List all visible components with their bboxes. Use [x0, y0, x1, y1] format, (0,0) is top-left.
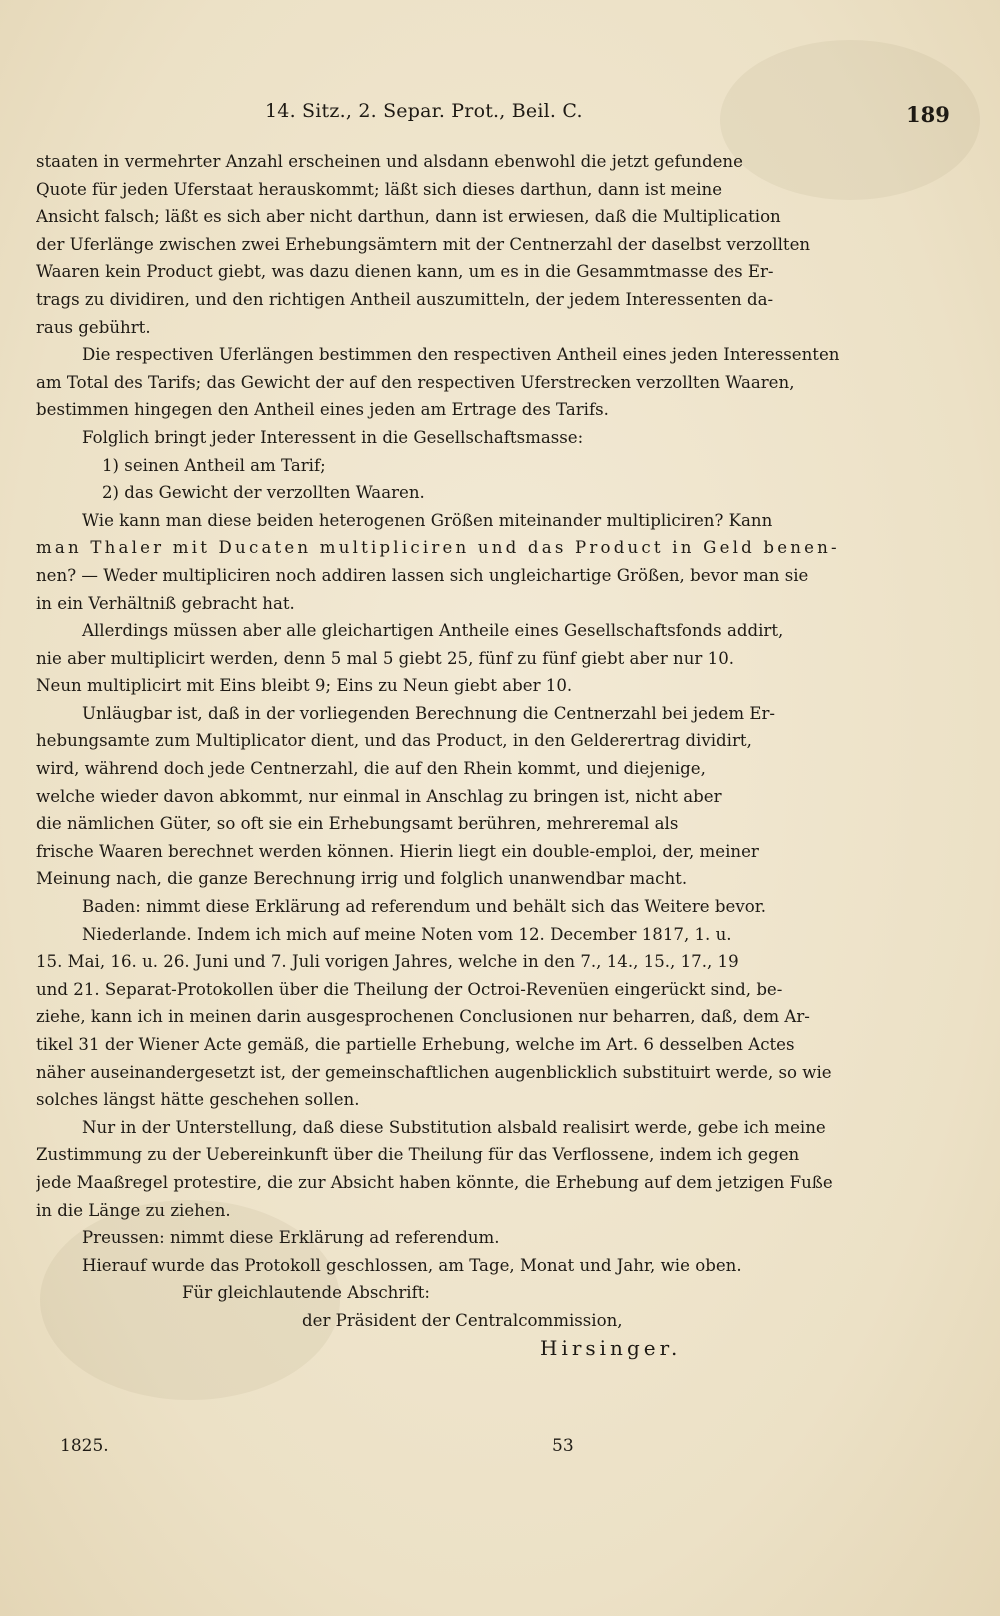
text-line: bestimmen hingegen den Antheil eines jeden am Ertrage des Tarifs.	[36, 400, 609, 420]
text-line: nie aber multiplicirt werden, denn 5 mal 5 giebt 25, fünf zu fünf giebt aber nur 10.	[36, 648, 735, 668]
page-header	[0, 100, 1000, 140]
running-title: 14. Sitz., 2. Separ. Prot., Beil. C.	[265, 100, 583, 122]
paragraph-start: Allerdings müssen aber alle gleichartigen Antheile eines Gesellschaftsfonds addirt,	[82, 621, 784, 641]
text-line: welche wieder davon abkommt, nur einmal in Anschlag zu bringen ist, nicht aber	[36, 786, 722, 806]
text-line: 15. Mai, 16. u. 26. Juni und 7. Juli vorigen Jahres, welche in den 7., 14., 15., 17., 19	[36, 952, 739, 972]
text-line: Quote für jeden Uferstaat herauskommt; läßt sich dieses darthun, dann ist meine	[36, 179, 723, 199]
list-item: 2) das Gewicht der verzollten Waaren.	[102, 483, 425, 503]
text-line: Neun multiplicirt mit Eins bleibt 9; Eins zu Neun giebt aber 10.	[36, 676, 573, 696]
closing-line: Hierauf wurde das Protokoll geschlossen, am Tage, Monat und Jahr, wie oben.	[82, 1255, 742, 1275]
text-line: ziehe, kann ich in meinen darin ausgesprochenen Conclusionen nur beharren, daß, dem Ar-	[36, 1007, 810, 1027]
text-line: tikel 31 der Wiener Acte gemäß, die partielle Erhebung, welche im Art. 6 desselben Actes	[36, 1035, 795, 1054]
text-line: frische Waaren berechnet werden können. Hierin liegt ein double-emploi, der, meiner	[36, 841, 759, 861]
signatory-title: der Präsident der Centralcommission,	[302, 1310, 623, 1330]
text-line: trags zu dividiren, und den richtigen Antheil auszumitteln, der jedem Interessenten da-	[36, 289, 774, 309]
paragraph-start: Die respectiven Uferlängen bestimmen den respectiven Antheil eines jeden Interessenten	[82, 345, 840, 365]
copy-attestation: Für gleichlautende Abschrift:	[182, 1283, 430, 1303]
page-footer	[0, 1436, 1000, 1466]
text-line: raus gebührt.	[36, 317, 151, 337]
paragraph-start: Wie kann man diese beiden heterogenen Größen miteinander multipliciren? Kann	[82, 510, 773, 530]
statement-niederlande: Niederlande. Indem ich mich auf meine Noten vom 12. December 1817, 1. u.	[82, 924, 732, 944]
signature-name: Hirsinger.	[540, 1335, 682, 1360]
paragraph-start: Unläugbar ist, daß in der vorliegenden Berechnung die Centnerzahl bei jedem Er-	[82, 703, 776, 723]
text-line: man Thaler mit Ducaten multipliciren und das Product in Geld benen-	[36, 538, 840, 558]
paragraph-start: Folglich bringt jeder Interessent in die Gesellschaftsmasse:	[82, 427, 584, 447]
text-line: Zustimmung zu der Uebereinkunft über die Theilung für das Verflossene, indem ich gegen	[36, 1145, 800, 1165]
text-line: und 21. Separat-Protokollen über die Theilung der Octroi-Revenüen eingerückt sind, be-	[36, 979, 783, 999]
page-body	[36, 148, 846, 1362]
text-line: nen? — Weder multipliciren noch addiren lassen sich ungleichartige Größen, bevor man sie	[36, 565, 809, 585]
statement-baden: Baden: nimmt diese Erklärung ad referendum und behält sich das Weitere bevor.	[82, 897, 767, 917]
footer-year: 1825.	[60, 1436, 109, 1456]
text-line: Meinung nach, die ganze Berechnung irrig und folglich unanwendbar macht.	[36, 869, 688, 889]
text-line: in die Länge zu ziehen.	[36, 1200, 231, 1220]
list-item: 1) seinen Antheil am Tarif;	[102, 455, 326, 475]
text-line: hebungsamte zum Multiplicator dient, und das Product, in den Gelderertrag dividirt,	[36, 731, 752, 751]
text-line: Ansicht falsch; läßt es sich aber nicht darthun, dann ist erwiesen, daß die Multiplication	[36, 207, 781, 227]
text-line: am Total des Tarifs; das Gewicht der auf den respectiven Uferstrecken verzollten Waaren,	[36, 372, 795, 392]
text-line: der Uferlänge zwischen zwei Erhebungsämtern mit der Centnerzahl der daselbst verzollten	[36, 234, 811, 254]
text-line: die nämlichen Güter, so oft sie ein Erhebungsamt berühren, mehreremal als	[36, 814, 679, 834]
text-line: wird, während doch jede Centnerzahl, die auf den Rhein kommt, und diejenige,	[36, 759, 706, 779]
statement-preussen: Preussen: nimmt diese Erklärung ad referendum.	[82, 1228, 500, 1248]
page-number: 189	[906, 102, 950, 127]
text-line: näher auseinandergesetzt ist, der gemeinschaftlichen augenblicklich substituirt werde, so wie	[36, 1062, 832, 1082]
text-line: staaten in vermehrter Anzahl erscheinen und alsdann ebenwohl die jetzt gefundene	[36, 152, 743, 171]
sheet-signature: 53	[552, 1436, 574, 1456]
text-line: in ein Verhältniß gebracht hat.	[36, 593, 295, 613]
text-line: jede Maaßregel protestire, die zur Absicht haben könnte, die Erhebung auf dem jetzigen Fuße	[36, 1172, 833, 1192]
text-line: solches längst hätte geschehen sollen.	[36, 1090, 360, 1110]
paragraph-start: Nur in der Unterstellung, daß diese Substitution alsbald realisirt werde, gebe ich meine	[82, 1117, 826, 1137]
text-line: Waaren kein Product giebt, was dazu dienen kann, um es in die Gesammtmasse des Er-	[36, 262, 774, 282]
